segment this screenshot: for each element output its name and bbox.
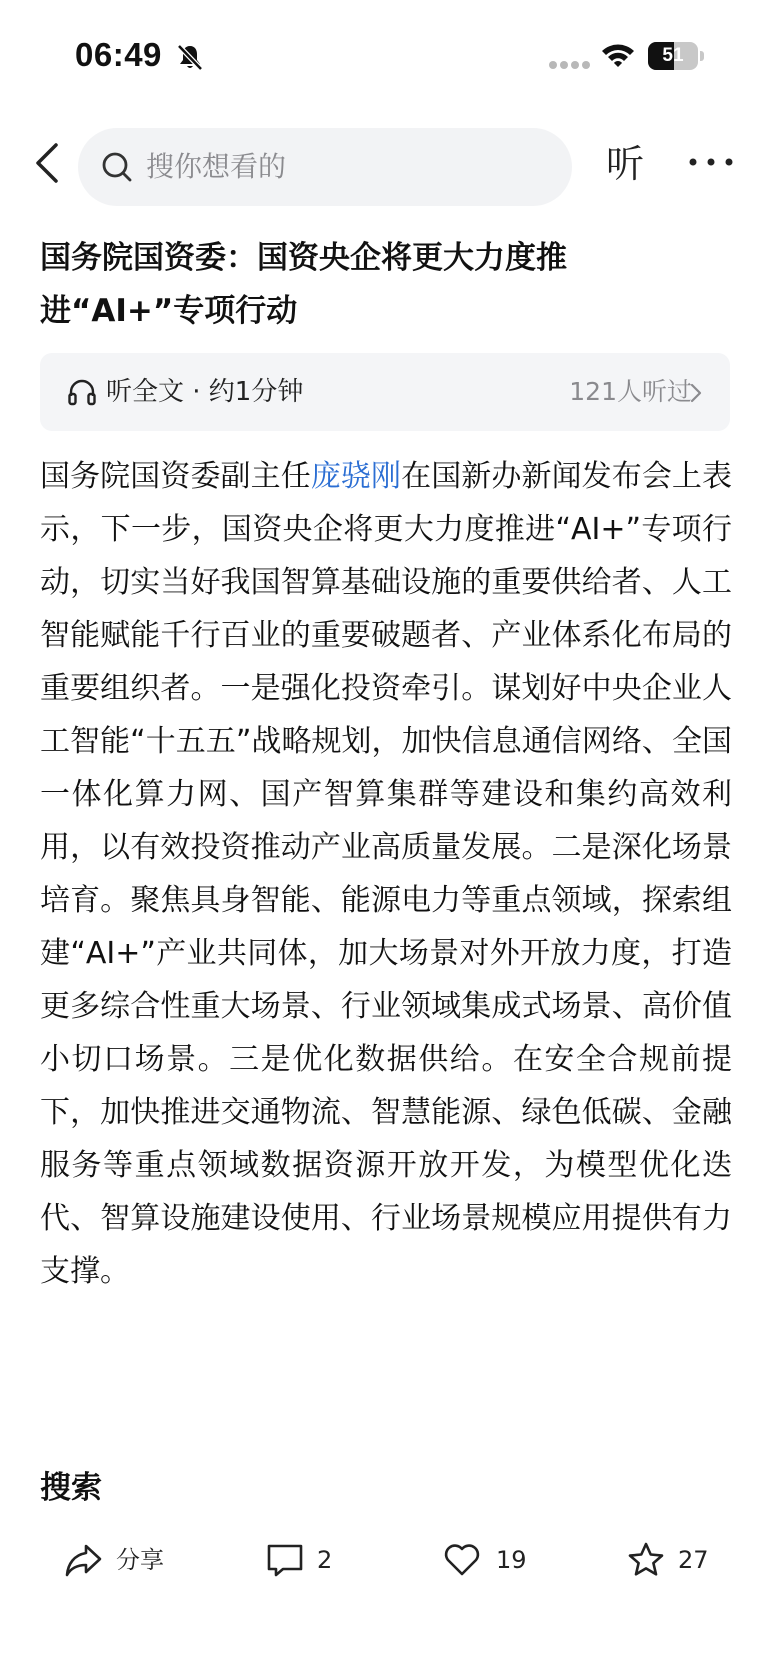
listen-count: 121人听过 [569,377,692,406]
status-time: 06:49 [75,36,162,73]
top-nav-bar [0,125,769,205]
comment-button[interactable] [265,1530,355,1590]
body-text-prefix: 国务院国资委副主任 [40,459,311,494]
comment-count: 2 [317,1546,333,1574]
heart-icon [442,1540,482,1580]
battery-icon [648,42,706,70]
favorite-count: 27 [678,1546,709,1574]
search-input[interactable] [78,128,572,206]
related-search-heading: 搜索 [40,1470,102,1506]
chevron-right-icon [690,383,702,403]
like-count: 19 [496,1546,527,1574]
body-text-main: 在国新办新闻发布会上表示，下一步，国资央企将更大力度推进“AI+”专项行动，切实当好我国智算基础设施的重要供给者、人工智能赋能千行百业的重要破题者、产业体系化布局的重要组织者。一是强化投资牵引。谋划好中央企业人工智能“十五五”战略规划，加快信息通信网络、全国一体化算力网、国产智算集群等建设和集约高效利用，以有效投资推动产业高质量发展。二是深化场景培育。聚焦具身智能、能源电力等重点领域，探索组建“AI+”产业共同体，加大场景对外开放力度，打造更多综合性重大场景、行业领域集成式场景、高价值小切口场景。三是优化数据供给。在安全合规前提下，加快推进交通物流、智慧能源、绿色低碳、金融服务等重点领域数据资源开放开发，为模型优化迭代、智算设施建设使用、行业场景规模应用提供有力支撑。 [40,459,733,1289]
like-button[interactable] [442,1530,532,1590]
share-button[interactable] [64,1530,184,1590]
wifi-icon [600,40,636,70]
bottom-action-bar [0,1530,769,1590]
back-icon[interactable] [28,139,64,187]
share-icon [64,1540,104,1580]
star-icon [626,1540,666,1580]
article-title: 国务院国资委：国资央企将更大力度推进“AI+”专项行动 [40,240,567,329]
article-body [40,450,732,1298]
headphone-icon [66,376,98,408]
cellular-signal-icon [548,60,590,70]
search-placeholder: 搜你想看的 [146,150,287,183]
listen-full-text-bar[interactable] [40,353,730,431]
comment-icon [265,1540,305,1580]
more-icon[interactable] [688,155,734,169]
share-label: 分享 [116,1546,164,1574]
battery-percentage: 51 [662,45,684,66]
search-icon [100,150,134,184]
person-name-link[interactable]: 庞骁刚 [310,459,402,494]
status-bar [0,0,769,110]
bell-slash-icon [175,42,205,72]
listen-duration-label: 听全文 · 约1分钟 [106,377,304,407]
favorite-button[interactable] [626,1530,726,1590]
listen-button[interactable]: 听 [606,142,645,186]
